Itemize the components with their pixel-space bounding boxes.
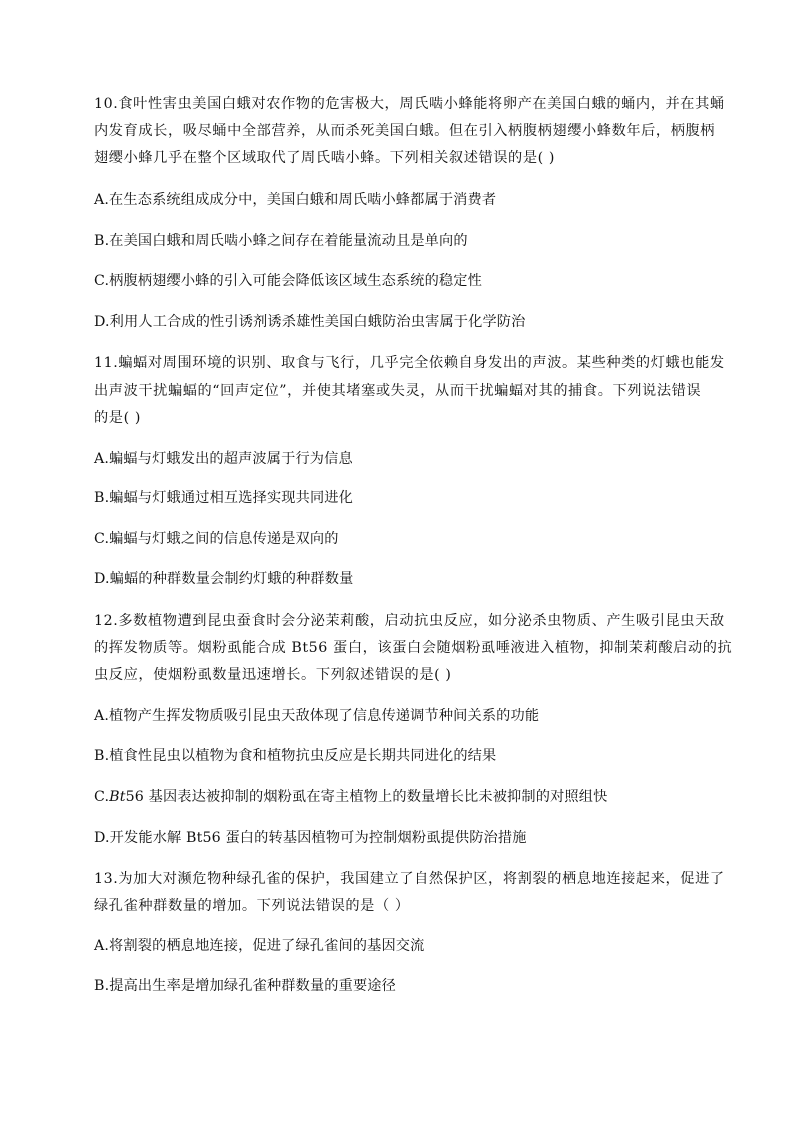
question-10-stem-line-2: 内发育成长，吸尽蛹中全部营养，从而杀死美国白蛾。但在引入柄腹柄翅缨小蜂数年后，柄腹柄 [94,123,716,139]
question-11-stem-line-2: 出声波干扰蝙蝠的“回声定位”，并使其堵塞或失灵，从而干扰蝙蝠对其的捕食。下列说法错误 [94,383,702,399]
question-13-option-b: B.提高出生率是增加绿孔雀种群数量的重要途径 [94,978,396,994]
question-12-option-c-gene-name: Bt [109,789,126,805]
question-10-stem-line-3: 翅缨小蜂几乎在整个区域取代了周氏啮小蜂。下列相关叙述错误的是( ) [94,150,556,166]
question-12-option-b: B.植食性昆虫以植物为食和植物抗虫反应是长期共同进化的结果 [94,748,497,764]
question-13-stem-line-2: 绿孔雀种群数量的增加。下列说法错误的是（ ） [94,898,410,914]
question-11-option-b: B.蝙蝠与灯蛾通过相互选择实现共同进化 [94,490,353,506]
question-10-option-d: D.利用人工合成的性引诱剂诱杀雄性美国白蛾防治虫害属于化学防治 [94,314,526,330]
question-13-option-a: A.将割裂的栖息地连接，促进了绿孔雀间的基因交流 [94,938,425,954]
question-11-stem-line-3: 的是( ) [94,410,141,426]
question-11-option-d: D.蝙蝠的种群数量会制约灯蛾的种群数量 [94,571,354,587]
question-12-option-d: D.开发能水解 Bt56 蛋白的转基因植物可为控制烟粉虱提供防治措施 [94,830,527,846]
question-12-option-c [94,787,607,807]
question-11-stem-line-1: 11.蝙蝠对周围环境的识别、取食与飞行，几乎完全依赖自身发出的声波。某些种类的灯蛾也能发 [94,355,725,371]
question-11-option-c: C.蝙蝠与灯蛾之间的信息传递是双向的 [94,531,339,547]
question-11-option-a: A.蝙蝠与灯蛾发出的超声波属于行为信息 [94,451,353,467]
question-12-option-c-label: C. [94,789,110,805]
question-12-option-c-text: 56 基因表达被抑制的烟粉虱在寄主植物上的数量增长比未被抑制的对照组快 [125,789,608,805]
question-12-stem-line-1: 12.多数植物遭到昆虫蚕食时会分泌茉莉酸，启动抗虫反应，如分泌杀虫物质、产生吸引昆虫天敌 [94,613,725,629]
question-12-option-a: A.植物产生挥发物质吸引昆虫天敌体现了信息传递调节种间关系的功能 [94,708,540,724]
question-10-option-c: C.柄腹柄翅缨小蜂的引入可能会降低该区域生态系统的稳定性 [94,273,482,289]
question-10-stem-line-1: 10.食叶性害虫美国白蛾对农作物的危害极大，周氏啮小蜂能将卵产在美国白蛾的蛹内，并在其蛹 [94,96,725,112]
question-12-stem-line-3: 虫反应，使烟粉虱数量迅速增长。下列叙述错误的是( ) [94,667,452,683]
question-12-stem-line-2: 的挥发物质等。烟粉虱能合成 Bt56 蛋白，该蛋白会随烟粉虱唾液进入植物，抑制茉莉酸启动的抗 [94,640,733,656]
question-13-stem-line-1: 13.为加大对濒危物种绿孔雀的保护，我国建立了自然保护区，将割裂的栖息地连接起来，促进了 [94,871,725,887]
question-10-option-a: A.在生态系统组成成分中，美国白蛾和周氏啮小蜂都属于消费者 [94,192,497,208]
question-10-option-b: B.在美国白蛾和周氏啮小蜂之间存在着能量流动且是单向的 [94,233,468,249]
